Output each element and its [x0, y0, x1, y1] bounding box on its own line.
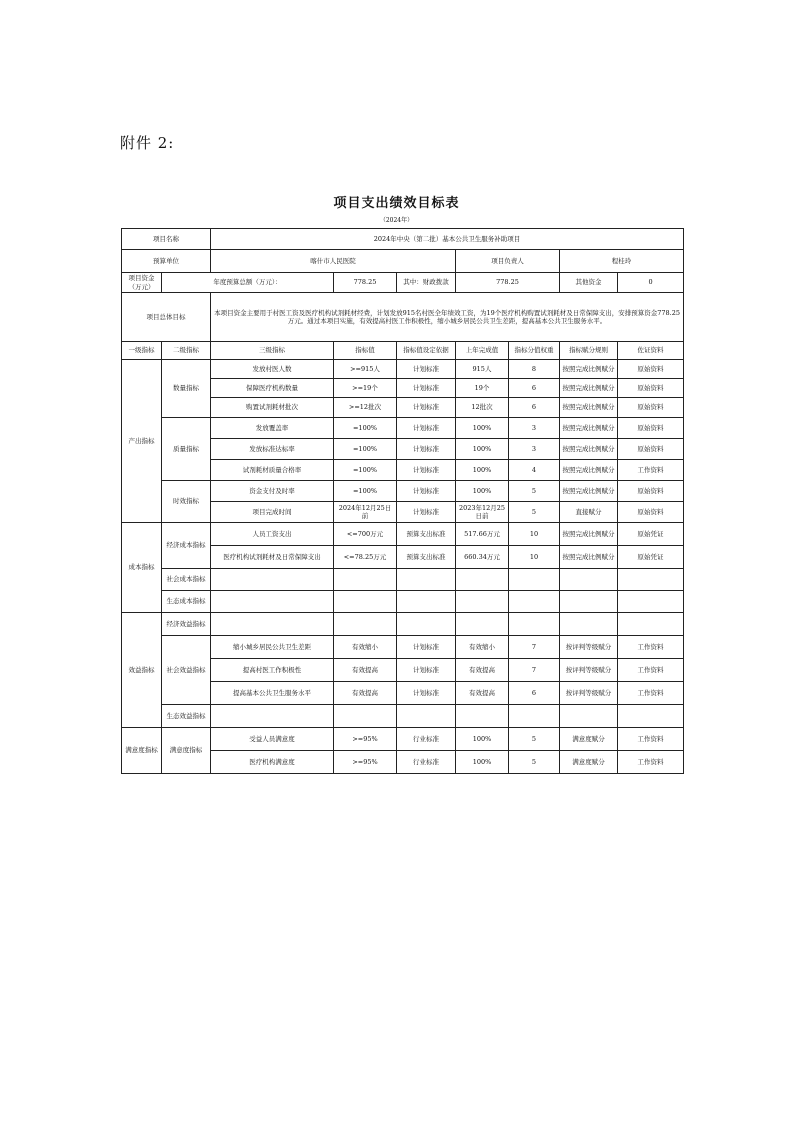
- table-row: [122, 705, 684, 728]
- indicator-basis: 预算支出标准: [397, 546, 456, 569]
- annual-budget-label: 年度预算总额（万元）：: [162, 273, 334, 293]
- indicator-last-year: 100%: [456, 751, 509, 774]
- header-level1: 一级指标: [122, 342, 162, 360]
- indicator-basis: 计划标准: [397, 481, 456, 502]
- level1-output: 产出指标: [122, 360, 162, 523]
- indicator-name: 试剂耗材质量合格率: [211, 460, 334, 481]
- indicator-value: 有效缩小: [334, 636, 397, 659]
- document-title: 项目支出绩效目标表: [333, 196, 460, 211]
- level2-economic-cost: 经济成本指标: [162, 523, 211, 569]
- indicator-evidence: 原始资料: [618, 439, 684, 460]
- indicator-basis: 计划标准: [397, 636, 456, 659]
- indicator-basis: 预算支出标准: [397, 523, 456, 546]
- indicator-value: >=95%: [334, 728, 397, 751]
- indicator-name: 缩小城乡居民公共卫生差距: [211, 636, 334, 659]
- indicator-basis: 计划标准: [397, 460, 456, 481]
- header-rule: 指标赋分规则: [560, 342, 618, 360]
- project-name-value: 2024年中央（第二批）基本公共卫生服务补助项目: [211, 229, 684, 250]
- header-evidence: 佐证资料: [618, 342, 684, 360]
- indicator-last-year: 517.66万元: [456, 523, 509, 546]
- indicator-evidence: 工作资料: [618, 659, 684, 682]
- indicator-evidence: 工作资料: [618, 682, 684, 705]
- indicator-name: 受益人员满意度: [211, 728, 334, 751]
- indicator-value: >=915人: [334, 360, 397, 379]
- indicator-value: 2024年12月25日前: [334, 502, 397, 523]
- indicator-evidence: 原始资料: [618, 360, 684, 379]
- table-row: [122, 728, 684, 751]
- indicator-weight: 5: [509, 502, 560, 523]
- indicator-weight: 3: [509, 439, 560, 460]
- indicator-evidence: 原始资料: [618, 418, 684, 439]
- indicator-rule: 按照完成比例赋分: [560, 481, 618, 502]
- level2-economic-benefit: 经济效益指标: [162, 613, 211, 636]
- indicator-value: 有效提高: [334, 659, 397, 682]
- indicator-evidence: 工作资料: [618, 751, 684, 774]
- indicator-last-year: 有效提高: [456, 682, 509, 705]
- indicator-weight: 10: [509, 523, 560, 546]
- level2-quantity: 数量指标: [162, 360, 211, 418]
- indicator-rule: 按照完成比例赋分: [560, 439, 618, 460]
- level2-social-cost: 社会成本指标: [162, 569, 211, 591]
- performance-table: [121, 228, 684, 774]
- indicator-basis: 计划标准: [397, 360, 456, 379]
- indicator-name: 提高基本公共卫生服务水平: [211, 682, 334, 705]
- indicator-weight: 5: [509, 481, 560, 502]
- indicator-evidence: 工作资料: [618, 460, 684, 481]
- indicator-last-year: 2023年12月25日前: [456, 502, 509, 523]
- indicator-value: >=19个: [334, 379, 397, 398]
- indicator-last-year: 100%: [456, 728, 509, 751]
- indicator-basis: 计划标准: [397, 398, 456, 418]
- indicator-name: 资金支付及时率: [211, 481, 334, 502]
- indicator-value: <=78.25万元: [334, 546, 397, 569]
- table-row: [122, 569, 684, 591]
- project-goal-row: [122, 293, 684, 342]
- header-level3: 三级指标: [211, 342, 334, 360]
- header-basis: 指标值设定依据: [397, 342, 456, 360]
- indicator-value: =100%: [334, 418, 397, 439]
- indicator-value: =100%: [334, 460, 397, 481]
- budget-unit-value: 喀什市人民医院: [211, 250, 456, 273]
- indicator-name: 项目完成时间: [211, 502, 334, 523]
- indicator-last-year: 915人: [456, 360, 509, 379]
- indicator-evidence: 原始资料: [618, 502, 684, 523]
- indicator-rule: 满意度赋分: [560, 751, 618, 774]
- indicator-weight: 4: [509, 460, 560, 481]
- indicator-name: 发放村医人数: [211, 360, 334, 379]
- indicator-weight: 6: [509, 682, 560, 705]
- indicator-name: 医疗机构试剂耗材及日常保障支出: [211, 546, 334, 569]
- indicator-weight: 8: [509, 360, 560, 379]
- indicator-rule: 按照完成比例赋分: [560, 460, 618, 481]
- other-funds-value: 0: [618, 273, 684, 293]
- level2-timeliness: 时效指标: [162, 481, 211, 523]
- indicator-weight: 5: [509, 728, 560, 751]
- indicator-rule: 按评判等级赋分: [560, 659, 618, 682]
- project-funds-row: [122, 273, 684, 293]
- indicator-basis: 计划标准: [397, 659, 456, 682]
- table-row: [122, 591, 684, 613]
- indicator-name: 发放标准达标率: [211, 439, 334, 460]
- header-weight: 指标分值权重: [509, 342, 560, 360]
- indicator-last-year: 12批次: [456, 398, 509, 418]
- indicator-name: 提高村医工作积极性: [211, 659, 334, 682]
- header-value: 指标值: [334, 342, 397, 360]
- indicator-value: =100%: [334, 439, 397, 460]
- indicator-rule: 按照完成比例赋分: [560, 379, 618, 398]
- level2-eco-benefit: 生态效益指标: [162, 705, 211, 728]
- indicator-rule: 按照完成比例赋分: [560, 418, 618, 439]
- indicator-basis: 计划标准: [397, 418, 456, 439]
- indicator-rule: 按照完成比例赋分: [560, 360, 618, 379]
- budget-unit-label: 预算单位: [122, 250, 211, 273]
- indicator-evidence: 原始资料: [618, 481, 684, 502]
- level1-benefit: 效益指标: [122, 613, 162, 728]
- indicator-value: 有效提高: [334, 682, 397, 705]
- annual-budget-value: 778.25: [334, 273, 397, 293]
- indicator-weight: 6: [509, 379, 560, 398]
- indicator-weight: 10: [509, 546, 560, 569]
- indicator-name: 购置试剂耗材批次: [211, 398, 334, 418]
- table-row: [122, 613, 684, 636]
- project-name-label: 项目名称: [122, 229, 211, 250]
- indicator-name: 保障医疗机构数量: [211, 379, 334, 398]
- table-row: [122, 481, 684, 502]
- indicator-header-row: [122, 342, 684, 360]
- indicator-last-year: 660.34万元: [456, 546, 509, 569]
- document-year: （2024年）: [379, 217, 414, 224]
- indicator-basis: 行业标准: [397, 728, 456, 751]
- indicator-rule: 直接赋分: [560, 502, 618, 523]
- indicator-weight: 5: [509, 751, 560, 774]
- attachment-label: 附件 2:: [120, 134, 175, 152]
- indicator-evidence: 原始资料: [618, 398, 684, 418]
- level2-eco-cost: 生态成本指标: [162, 591, 211, 613]
- budget-unit-row: [122, 250, 684, 273]
- indicator-evidence: 原始资料: [618, 379, 684, 398]
- indicator-evidence: 原始凭证: [618, 523, 684, 546]
- table-row: [122, 360, 684, 379]
- indicator-basis: 行业标准: [397, 751, 456, 774]
- level1-satisfaction: 满意度指标: [122, 728, 162, 774]
- indicator-name: 人员工资支出: [211, 523, 334, 546]
- indicator-weight: 3: [509, 418, 560, 439]
- fiscal-funds-value: 778.25: [456, 273, 560, 293]
- project-name-row: [122, 229, 684, 250]
- level2-social-benefit: 社会效益指标: [162, 636, 211, 705]
- project-leader-label: 项目负责人: [456, 250, 560, 273]
- indicator-value: >=12批次: [334, 398, 397, 418]
- other-funds-label: 其他资金: [560, 273, 618, 293]
- table-row: [122, 418, 684, 439]
- indicator-last-year: 100%: [456, 439, 509, 460]
- indicator-name: 发放覆盖率: [211, 418, 334, 439]
- indicator-basis: 计划标准: [397, 439, 456, 460]
- indicator-name: 医疗机构满意度: [211, 751, 334, 774]
- level2-quality: 质量指标: [162, 418, 211, 481]
- project-funds-label: 项目资金（万元）: [122, 273, 162, 293]
- indicator-value: =100%: [334, 481, 397, 502]
- table-row: [122, 523, 684, 546]
- indicator-last-year: 有效提高: [456, 659, 509, 682]
- project-leader-value: 程桂玲: [560, 250, 684, 273]
- indicator-evidence: 原始凭证: [618, 546, 684, 569]
- indicator-basis: 计划标准: [397, 379, 456, 398]
- indicator-value: <=700万元: [334, 523, 397, 546]
- indicator-last-year: 100%: [456, 481, 509, 502]
- indicator-rule: 按照完成比例赋分: [560, 398, 618, 418]
- level1-cost: 成本指标: [122, 523, 162, 613]
- indicator-basis: 计划标准: [397, 682, 456, 705]
- indicator-last-year: 19个: [456, 379, 509, 398]
- indicator-last-year: 100%: [456, 418, 509, 439]
- indicator-rule: 按照完成比例赋分: [560, 523, 618, 546]
- indicator-weight: 7: [509, 659, 560, 682]
- indicator-evidence: 工作资料: [618, 636, 684, 659]
- header-level2: 二级指标: [162, 342, 211, 360]
- project-goal-text: 本项目资金主要用于村医工资及医疗机构试剂耗材经费，计划发放915名村医全年绩效工资，为19个医疗机构购置试剂耗材及日常保障支出，安排预算资金778.25万元。通过本项目实施，有效提高村医工作积极性，缩小城乡居民公共卫生差距，提高基本公共卫生服务水平。: [211, 293, 684, 342]
- project-goal-label: 项目总体目标: [122, 293, 211, 342]
- indicator-basis: 计划标准: [397, 502, 456, 523]
- indicator-evidence: 工作资料: [618, 728, 684, 751]
- indicator-last-year: 有效缩小: [456, 636, 509, 659]
- indicator-weight: 6: [509, 398, 560, 418]
- indicator-value: >=95%: [334, 751, 397, 774]
- indicator-weight: 7: [509, 636, 560, 659]
- fiscal-funds-label: 其中：财政拨款: [397, 273, 456, 293]
- indicator-rule: 按照完成比例赋分: [560, 546, 618, 569]
- level2-satisfaction: 满意度指标: [162, 728, 211, 774]
- indicator-rule: 满意度赋分: [560, 728, 618, 751]
- header-last-year: 上年完成值: [456, 342, 509, 360]
- indicator-rule: 按评判等级赋分: [560, 682, 618, 705]
- indicator-last-year: 100%: [456, 460, 509, 481]
- table-row: [122, 636, 684, 659]
- indicator-rule: 按评判等级赋分: [560, 636, 618, 659]
